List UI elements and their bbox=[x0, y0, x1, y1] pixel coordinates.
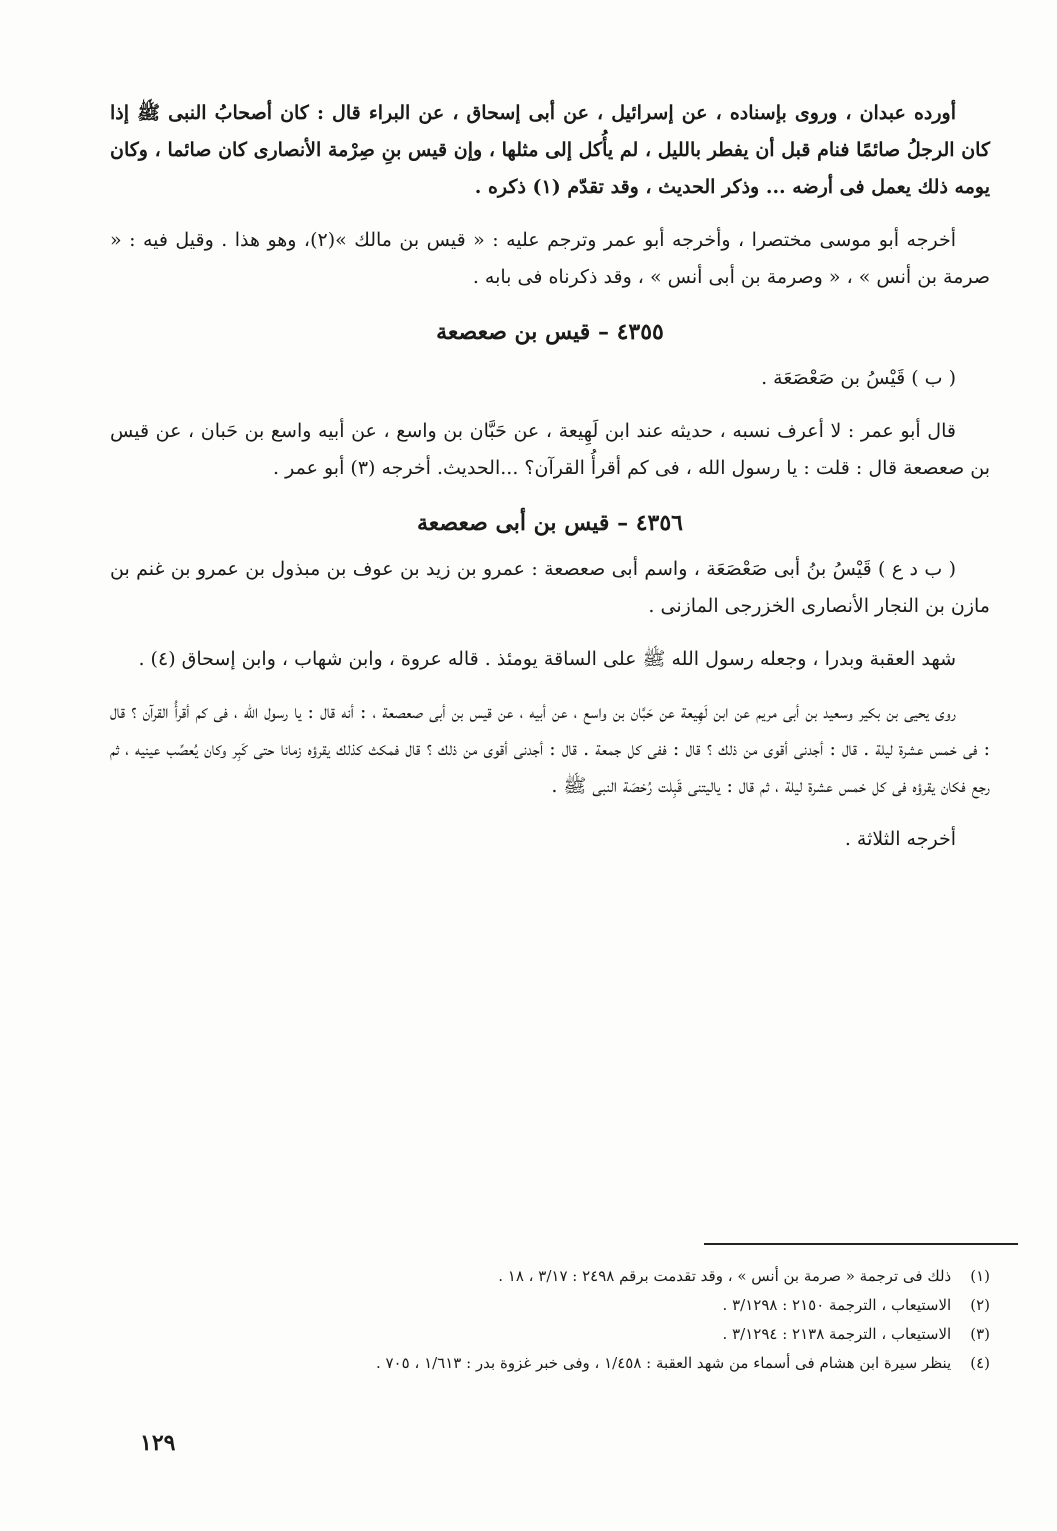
footnote-number: (٢) bbox=[970, 1296, 990, 1314]
paragraph-7: روى يحيى بن بكير وسعيد بن أبى مريم عن ابن لَهِيعة عن حَبَّان بن واسع ، عن أبيه ، عن قيس بن أبى صعصعة ، : أنه قال : يا رسول الله ، فى كم أقرأُ القرآن ؟ قال : فى خمس عشرة ليلة . قال : أجدنى أقوى من ذلك ؟ قال : ففى كل جمعة . قال : أجدنى أقوى من ذلك ؟ قال فمكث كذلك يقرؤه زمانا حتى كَبِر وكان يُعصِّب عينيه ، ثم رجع فكان يقرؤه فى كل خمس عشرة ليلة ، ثم قال : ياليتنى قَبِلت رُخصَة النبى ﷺ . bbox=[110, 701, 990, 797]
page-body bbox=[110, 95, 990, 858]
paragraph-3: ( ب ) قَيْسُ بن صَعْصَعَة . bbox=[761, 367, 956, 389]
paragraph-1: أورده عبدان ، وروى بإسناده ، عن إسرائيل ، عن أبى إسحاق ، عن البراء قال : كان أصحابُ النبى ﷺ إذا كان الرجلُ صائمًا فنام قبل أن يفطر بالليل ، لم يأُكل إلى مثلها ، وإن قيس بنِ صِرْمة الأنصارى كان صائما ، وكان يومه ذلك يعمل فى أرضه ... وذكر الحديث ، وقد تقدّم (١) ذكره . bbox=[110, 102, 990, 198]
paragraph-4: قال أبو عمر : لا أعرف نسبه ، حديثه عند ابن لَهِيعة ، عن حَبَّان بن واسع ، عن أبيه واسع بن حَبان ، عن قيس بن صعصعة قال : قلت : يا رسول الله ، فى كم أقرأُ القرآن؟ ...الحديث. أخرجه (٣) أبو عمر . bbox=[110, 420, 990, 479]
footnote-divider bbox=[704, 1243, 1018, 1245]
paragraph-2: أخرجه أبو موسى مختصرا ، وأخرجه أبو عمر وترجم عليه : « قيس بن مالك »(٢)، وهو هذا . وقيل فيه : « صرمة بن أنس » ، « وصرمة بن أبى أنس » ، وقد ذكرناه فى بابه . bbox=[110, 229, 990, 288]
paragraph-5: ( ب د ع ) قَيْسُ بنُ أبى صَعْصَعَة ، واسم أبى صعصعة : عمرو بن زيد بن عوف بن مبذول بن عمرو بن غنم بن مازن بن النجار الأنصارى الخزرجى المازنى . bbox=[110, 558, 990, 617]
footnotes bbox=[250, 1262, 990, 1378]
entry-heading-4355: ٤٣٥٥ – قيس بن صعصعة bbox=[436, 319, 664, 345]
paragraph-8: أخرجه الثلاثة . bbox=[844, 828, 956, 850]
footnote-4 bbox=[250, 1349, 990, 1378]
footnote-number: (٣) bbox=[970, 1325, 990, 1343]
footnote-3 bbox=[250, 1320, 990, 1349]
page-number: ١٢٩ bbox=[140, 1430, 176, 1456]
footnote-text: الاستيعاب ، الترجمة ٢١٥٠ : ٣/١٢٩٨ . bbox=[722, 1296, 952, 1314]
entry-heading-4356: ٤٣٥٦ – قيس بن أبى صعصعة bbox=[417, 510, 683, 536]
footnote-1 bbox=[250, 1262, 990, 1291]
paragraph-6: شهد العقبة وبدرا ، وجعله رسول الله ﷺ على الساقة يومئذ . قاله عروة ، وابن شهاب ، وابن إسحاق (٤) . bbox=[138, 648, 956, 670]
footnote-text: ينظر سيرة ابن هشام فى أسماء من شهد العقبة : ١/٤٥٨ ، وفى خبر غزوة بدر : ١/٦١٣ ، ٧٠٥ . bbox=[375, 1354, 952, 1372]
footnote-2 bbox=[250, 1291, 990, 1320]
footnote-number: (٤) bbox=[970, 1354, 990, 1372]
footnote-text: الاستيعاب ، الترجمة ٢١٣٨ : ٣/١٢٩٤ . bbox=[722, 1325, 952, 1343]
footnote-text: ذلك فى ترجمة « صرمة بن أنس » ، وقد تقدمت برقم ٢٤٩٨ : ٣/١٧ ، ١٨ . bbox=[498, 1267, 952, 1285]
footnote-number: (١) bbox=[970, 1267, 990, 1285]
